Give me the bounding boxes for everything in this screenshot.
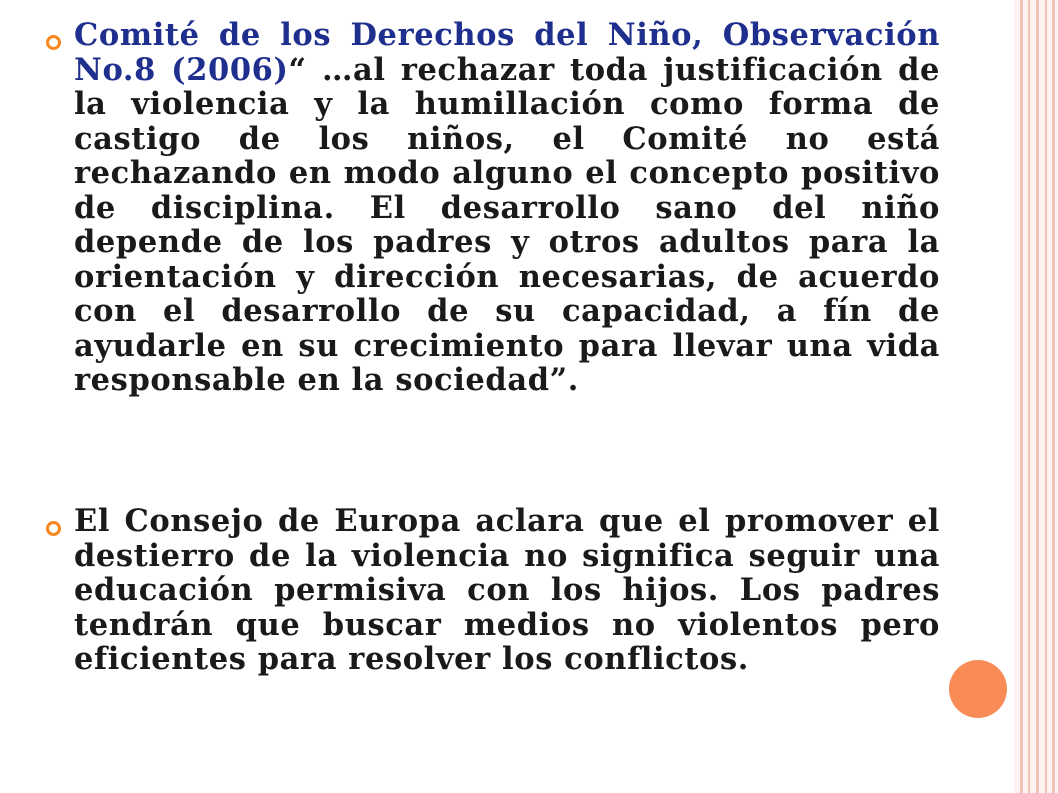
committee-quote-text: “ …al rechazar toda justificación de la violencia y la humillación como forma de castigo de los niños, el Comité no está rechazando en modo alguno el concepto positivo de disciplina. El desarrollo sano del niño depende de los padres y otros adultos para la orientación y dirección necesarias, de acuerdo con el desarrollo de su capacidad, a fín de ayudarle en su crecimiento para llevar una vida responsable en la sociedad”.	[74, 51, 940, 398]
decorative-circle	[949, 660, 1007, 718]
bullet-paragraph	[74, 18, 940, 398]
bullet-item-committee-quote	[74, 18, 940, 398]
ring-bullet-icon	[46, 35, 61, 50]
stripe	[1036, 0, 1039, 793]
bullet-item-council-of-europe	[74, 504, 940, 677]
committee-reference: Comité de los Derechos del Niño, Observación No.8 (2006)	[74, 17, 940, 88]
stripe	[1020, 0, 1023, 793]
council-europe-text: El Consejo de Europa aclara que el promover el destierro de la violencia no significa seguir una educación permisiva con los hijos. Los padres tendrán que buscar medios no violentos pero eficientes para resolver los conflictos.	[74, 503, 940, 677]
decorative-stripe-band	[1014, 0, 1058, 793]
stripe	[1028, 0, 1030, 793]
ring-bullet-icon	[46, 521, 61, 536]
stripe	[1052, 0, 1055, 793]
bullet-paragraph	[74, 504, 940, 677]
stripe	[1045, 0, 1047, 793]
